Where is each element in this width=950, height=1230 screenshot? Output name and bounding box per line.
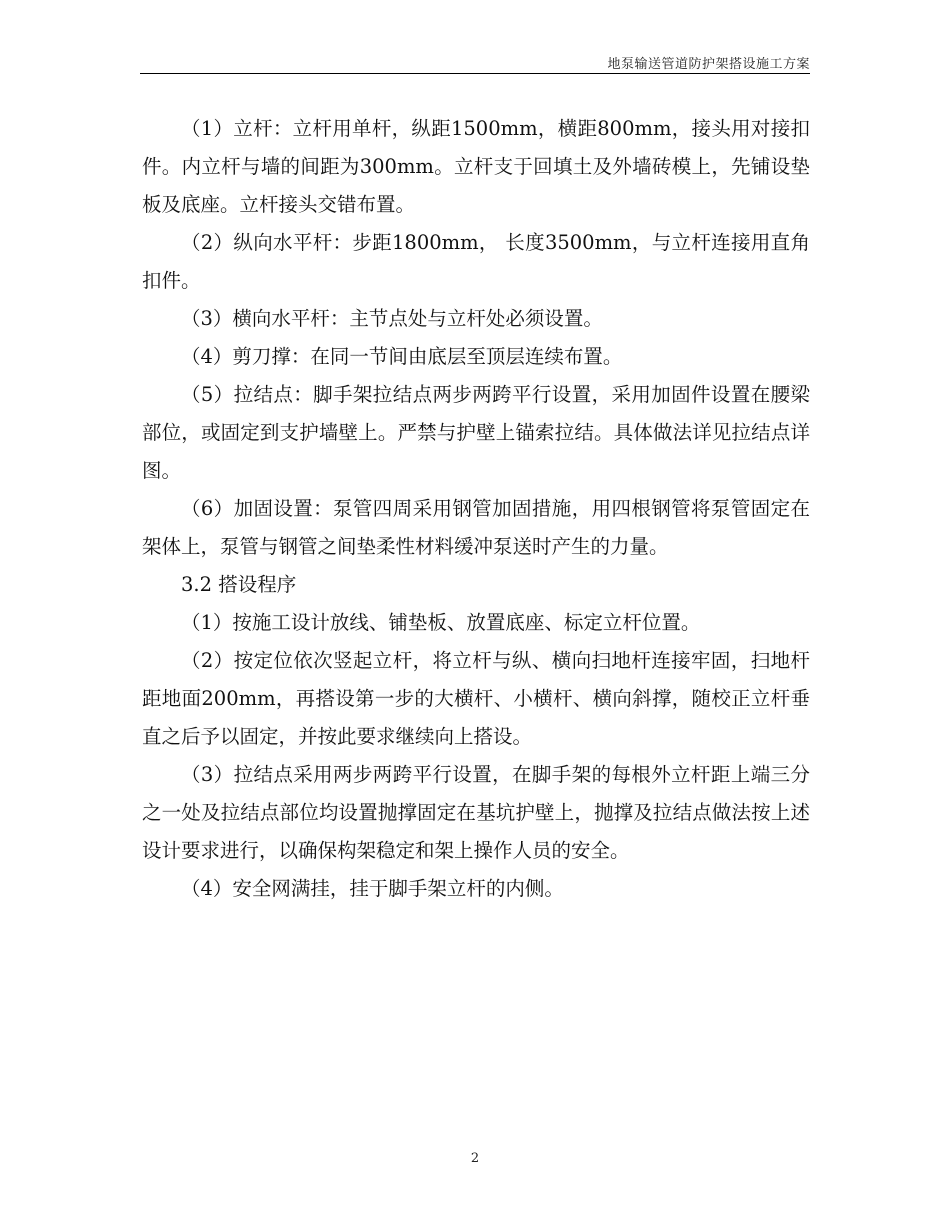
header-rule: [140, 73, 810, 74]
paragraph-vertical-pole: （1）立杆：立杆用单杆，纵距1500mm，横距800mm，接头用对接扣件。内立杆与墙的间距为300mm。立杆支于回填土及外墙砖模上，先铺设垫板及底座。立杆接头交错布置。: [142, 117, 810, 216]
paragraph-reinforcement: （6）加固设置：泵管四周采用钢管加固措施，用四根钢管将泵管固定在架体上，泵管与钢管之间垫柔性材料缓冲泵送时产生的力量。: [142, 497, 810, 558]
step-3: （3）拉结点采用两步两跨平行设置，在脚手架的每根外立杆距上端三分之一处及拉结点部位均设置抛撑固定在基坑护壁上，抛撑及拉结点做法按上述设计要求进行，以确保构架稳定和架上操作人员的安全。: [142, 763, 810, 862]
body-text: [142, 110, 810, 908]
paragraph-transverse-bar: （3）横向水平杆：主节点处与立杆处必须设置。: [181, 307, 603, 330]
step-4: （4）安全网满挂，挂于脚手架立杆的内侧。: [181, 877, 564, 900]
paragraph-cross-bracing: （4）剪刀撑：在同一节间由底层至顶层连续布置。: [181, 345, 623, 368]
paragraph-tie-points: （5）拉结点：脚手架拉结点两步两跨平行设置，采用加固件设置在腰梁部位，或固定到支护墙壁上。严禁与护壁上锚索拉结。具体做法详见拉结点详图。: [142, 383, 810, 482]
page-number: 2: [470, 1151, 480, 1166]
step-2: （2）按定位依次竖起立杆，将立杆与纵、横向扫地杆连接牢固，扫地杆距地面200mm，再搭设第一步的大横杆、小横杆、横向斜撑，随校正立杆垂直之后予以固定，并按此要求继续向上搭设。: [142, 649, 810, 748]
running-header-title: 地泵输送管道防护架搭设施工方案: [607, 57, 810, 72]
step-1: （1）按施工设计放线、铺垫板、放置底座、标定立杆位置。: [181, 611, 701, 634]
section-heading: 3.2 搭设程序: [181, 573, 297, 596]
paragraph-longitudinal-bar: （2）纵向水平杆：步距1800mm， 长度3500mm，与立杆连接用直角扣件。: [142, 231, 810, 292]
